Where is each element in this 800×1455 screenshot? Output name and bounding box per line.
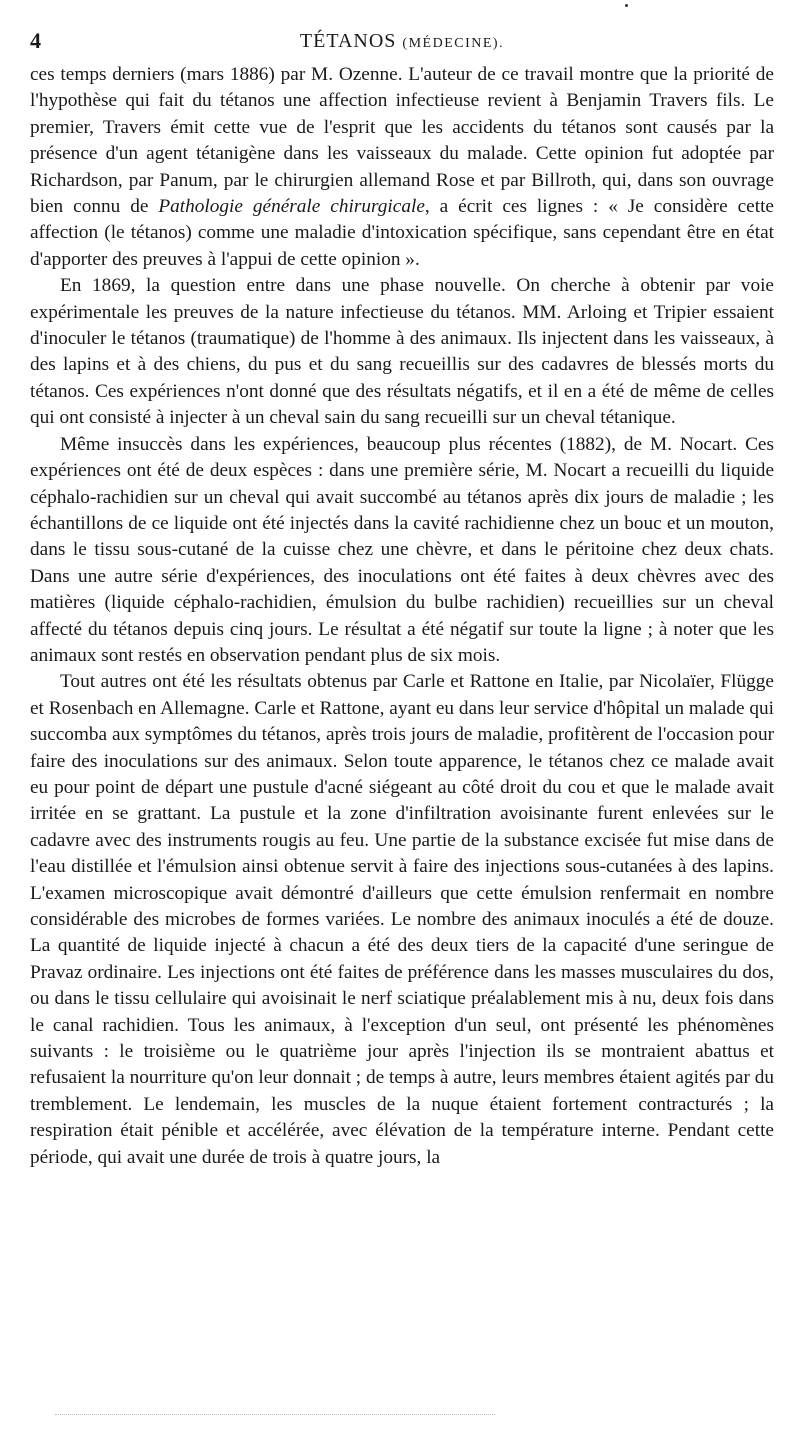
paragraph-text: Tout autres ont été les résultats obtenus par Carle et Rattone en Italie, par Nicolaïer, Flügge et Rosenbach en Allemagne. Carle et Rattone, ayant eu dans leur service d'hôpital un malade qui succomba aux symptômes du tétanos, après trois jours de maladie, profitèrent de l'occasion pour faire des inoculations sur des animaux. Selon toute apparence, le tétanos chez ce malade avait eu pour point de départ une pustule d'acné siégeant au côté droit du cou et que le malade avait irritée en se grattant. La pustule et la zone d'infiltration avoisinante furent enlevées sur le cadavre avec des instruments rougis au feu. Une partie de la substance excisée fut mise dans de l'eau distillée et l'émulsion ainsi obtenue servit à faire des injections sous-cutanées à des lapins. L'examen microscopique avait démontré d'ailleurs que cette émulsion renfermait en nombre considérable des microbes de formes variées. Le nombre des animaux inoculés a été de douze. La quantité de liquide injecté à chacun a été des deux tiers de la capacité d'une seringue de Pravaz ordinaire. Les injections ont été faites de préférence dans les masses musculaires du dos, ou dans le tissu cellulaire qui avoisinait le nerf sciatique préalablement mis à nu, deux fois dans le canal rachidien. Tous les animaux, à l'exception d'un seul, ont présenté les phénomènes suivants : le troisième ou le quatrième jour après l'injection ils se montraient abattus et refusaient la nourriture qu'on leur donnait ; de temps à autre, leurs membres étaient agités par du tremblement. Le lendemain, les muscles de la nuque étaient fortement contracturés ; la respiration était pénible et accélérée, avec élévation de la température interne. Pendant cette période, qui avait une durée de trois à quatre jours, la — [30, 671, 774, 1168]
paragraph-text: Même insuccès dans les expériences, beaucoup plus récentes (1882), de M. Nocart. Ces expériences ont été de deux espèces : dans une première série, M. Nocart a recueilli du liquide céphalo-rachidien sur un cheval qui avait succombé au tétanos après dix jours de maladie ; les échantillons de ce liquide ont été injectés dans la cavité rachidienne chez un bouc et un mouton, dans le tissu sous-cutané de la cuisse chez une chèvre, et dans le péritoine chez deux chats. Dans une autre série d'expériences, des inoculations ont été faites à deux chèvres avec des matières (liquide céphalo-rachidien, émulsion du bulbe rachidien) recueillies sur un cheval affecté du tétanos depuis cinq jours. Le résultat a été négatif sur toute la ligne ; à noter que les animaux sont restés en observation pendant plus de six mois. — [30, 433, 774, 666]
paragraph-3 — [30, 432, 774, 670]
print-speck — [625, 4, 628, 7]
running-title-main: TÉTANOS — [299, 30, 397, 52]
footer-dotted-rule — [55, 1414, 495, 1415]
page-header — [30, 28, 774, 62]
page-number: 4 — [30, 28, 41, 53]
paragraph-4 — [30, 669, 774, 1171]
document-page — [30, 28, 774, 1171]
running-title-subtitle: (MÉDECINE). — [402, 36, 505, 51]
paragraph-1 — [30, 62, 774, 273]
body-text — [30, 62, 774, 1171]
paragraph-text: ces temps derniers (mars 1886) par M. Ozenne. L'auteur de ce travail montre que la priorité de l'hypothèse qui fait du tétanos une affection infectieuse revient à Benjamin Travers fils. Le premier, Travers émit cette vue de l'esprit que les accidents du tétanos sont causés par la présence d'un agent tétanigène dans les vaisseaux du malade. Cette opinion fut adoptée par Richardson, par Panum, par le chirurgien allemand Rose et par Billroth, qui, dans son ouvrage bien connu de — [30, 64, 774, 218]
running-title — [30, 30, 774, 53]
paragraph-text: En 1869, la question entre dans une phase nouvelle. On cherche à obtenir par voie expérimentale les preuves de la nature infectieuse du tétanos. MM. Arloing et Tripier essaient d'inoculer le tétanos (traumatique) de l'homme à des animaux. Ils injectent dans les vaisseaux, à des lapins et à des chiens, du pus et du sang recueillis sur des cadavres de blessés morts du tétanos. Ces expériences n'ont donné que des résultats négatifs, et il en a été de même de celles qui ont consisté à injecter à un cheval sain du sang recueilli sur un cheval tétanique. — [30, 275, 774, 429]
paragraph-2 — [30, 273, 774, 431]
paragraph-text: , a écrit ces lignes : « Je considère cette affection (le tétanos) comme une maladie d'intoxication spécifique, sans cependant être en état d'apporter des preuves à l'appui de cette opinion ». — [30, 196, 774, 270]
book-title-italic: Pathologie générale chirurgicale — [158, 196, 425, 218]
